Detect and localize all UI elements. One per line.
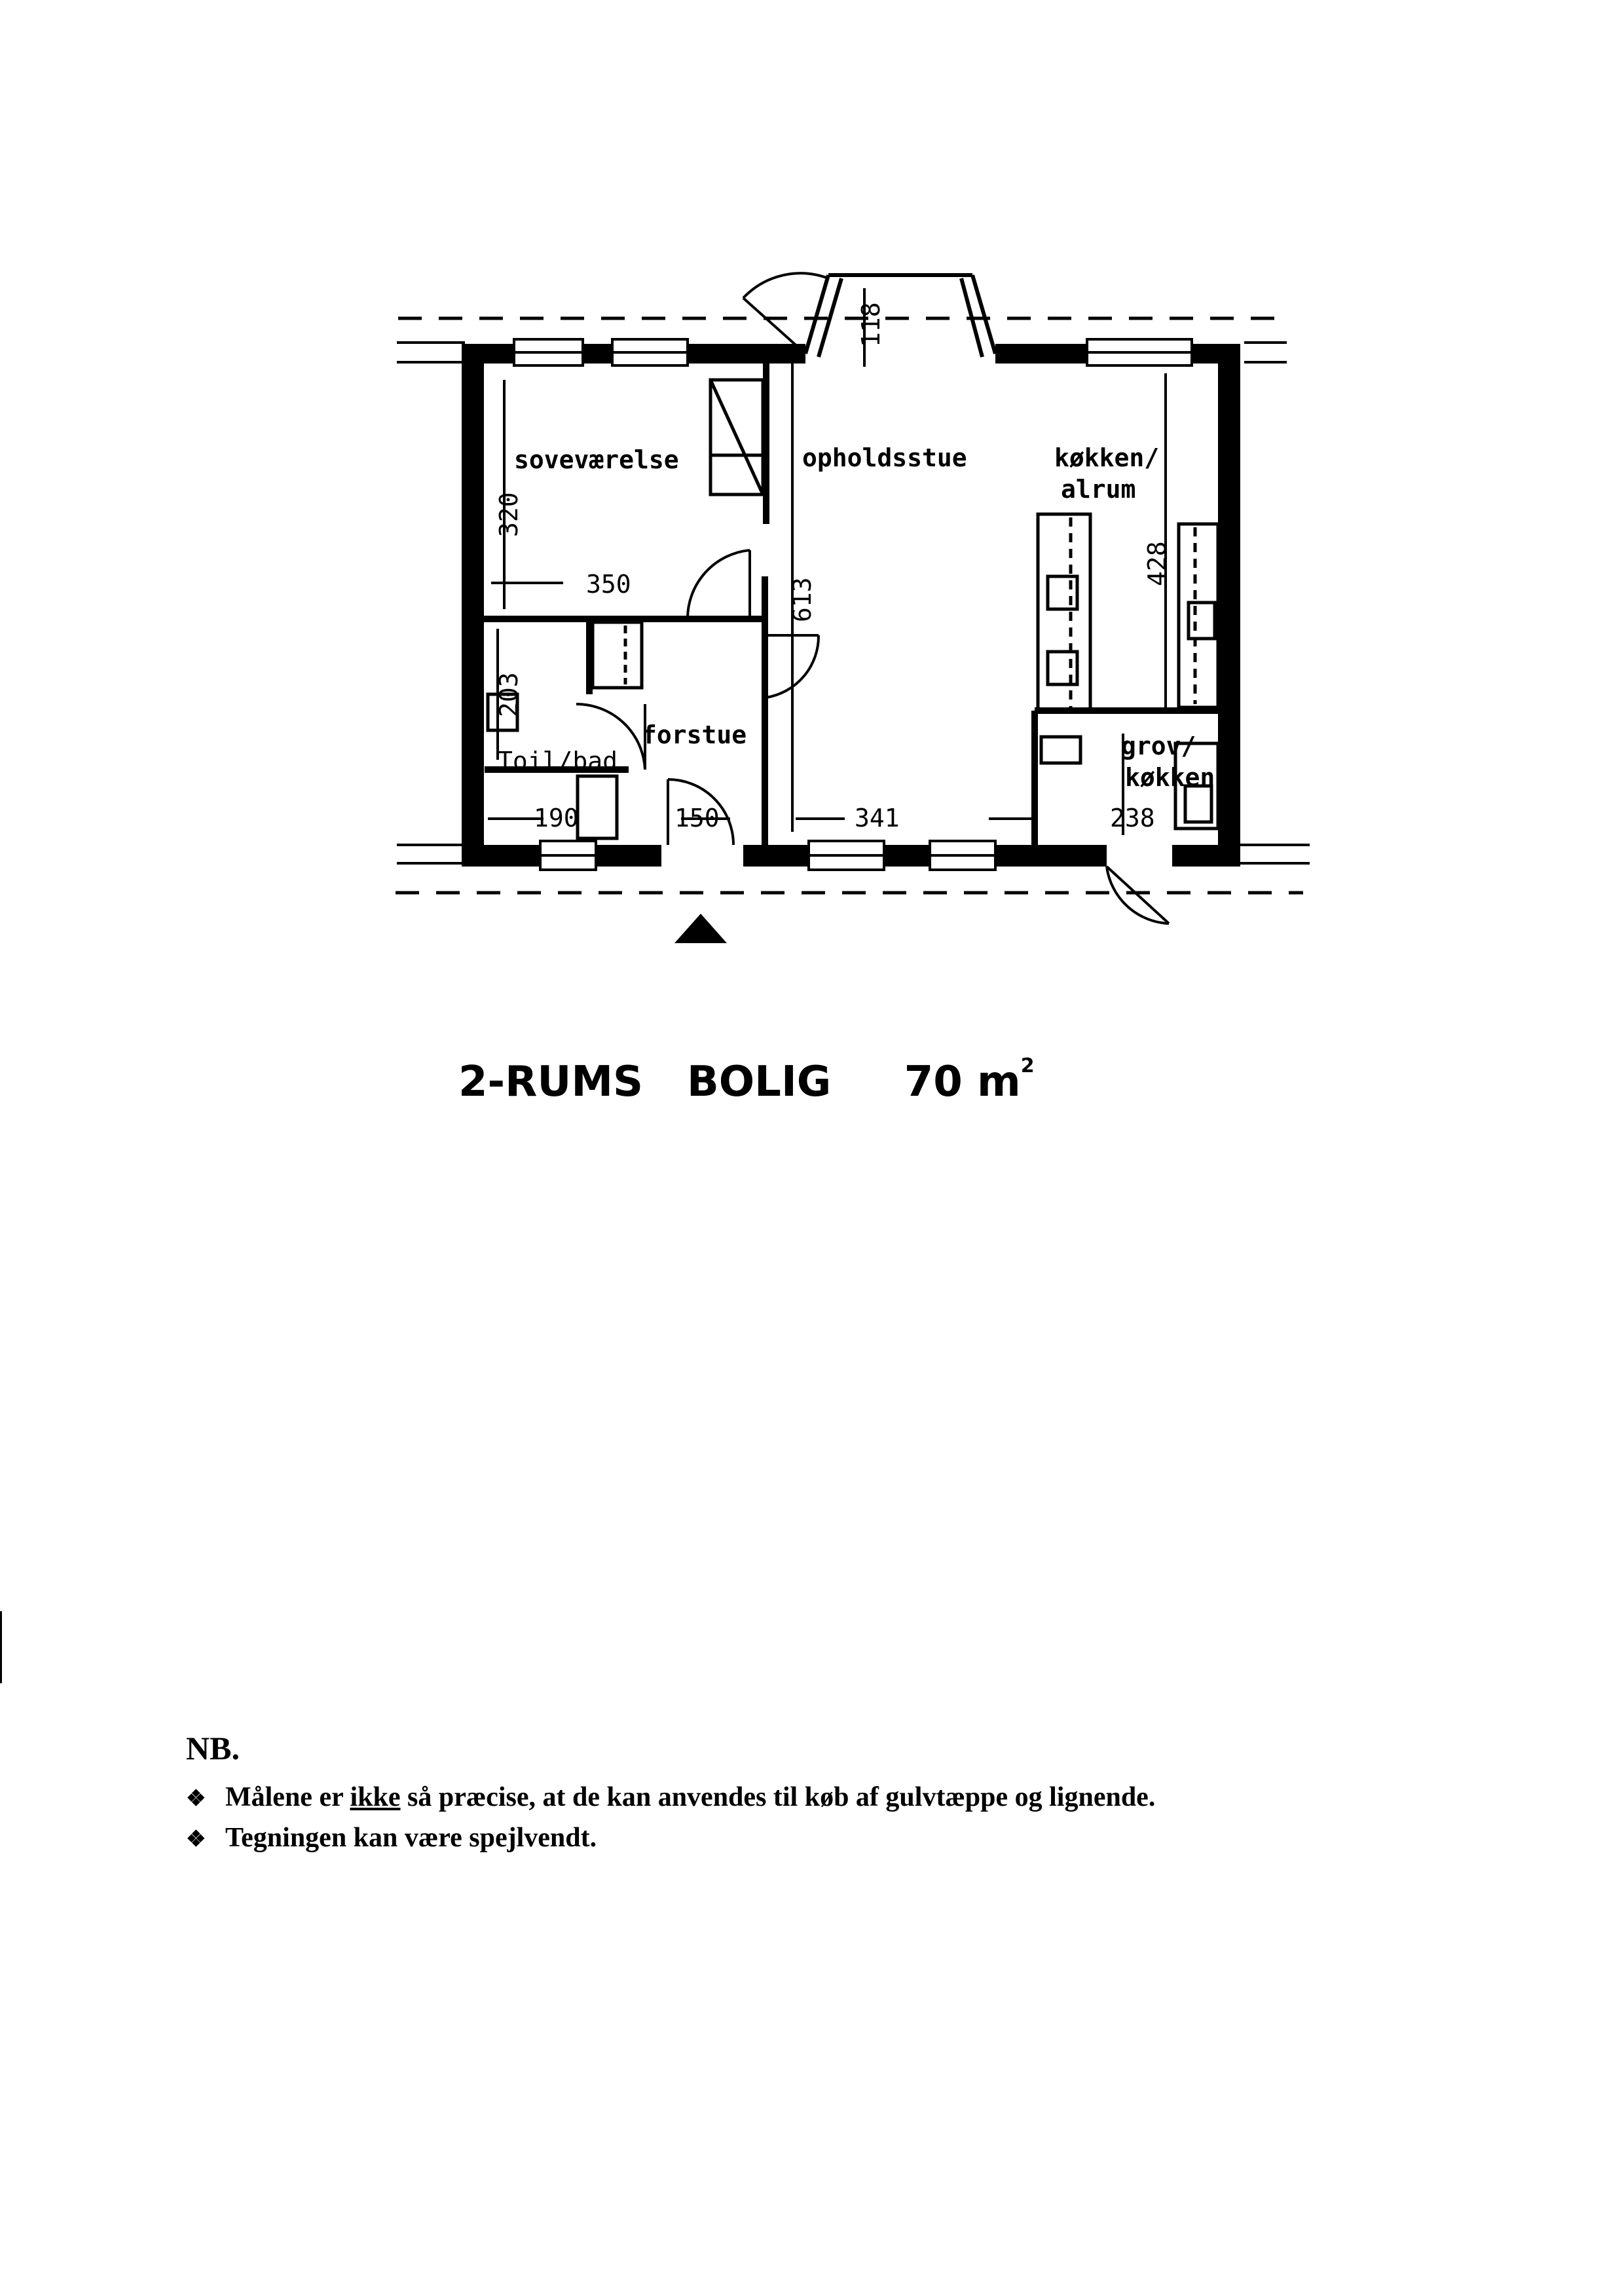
dim-label-bay: 118	[857, 302, 885, 347]
note-line-1-underlined: ikke	[350, 1782, 401, 1812]
bullet-icon: ❖	[186, 1787, 206, 1811]
dashed-boundary-lines	[396, 318, 1303, 893]
entrance-arrow-icon	[674, 914, 727, 943]
notes	[186, 1729, 1155, 1863]
bullet-icon: ❖	[186, 1827, 206, 1852]
room-label-utility-line2: køkken	[1125, 763, 1215, 792]
note-line-1-after: så præcise, at de kan anvendes til køb af gulvtæppe og lignende.	[400, 1782, 1156, 1812]
wardrobe	[710, 380, 763, 494]
notes-heading: NB.	[186, 1730, 240, 1766]
dim-label-kitchen-depth: 428	[1143, 541, 1172, 586]
note-line-1-before: Målene er	[225, 1782, 350, 1812]
dim-label-bed-depth: 320	[494, 492, 523, 537]
plan-title-name: 2-RUMS BOLIG	[458, 1058, 832, 1106]
plan-title-area: 70 m	[904, 1058, 1021, 1106]
room-label-living: opholdsstue	[802, 443, 967, 472]
room-label-bath: Toil/bad	[498, 747, 618, 775]
room-label-kitchen-line1: køkken/	[1054, 443, 1160, 472]
dim-label-utility-width: 238	[1110, 804, 1155, 832]
dim-label-living-depth: 613	[788, 577, 817, 622]
bay-window	[805, 275, 995, 357]
dim-label-bed-width: 350	[586, 570, 631, 599]
note-line-2-text: Tegningen kan være spejlvendt.	[225, 1823, 597, 1853]
plan-title	[458, 1054, 1035, 1106]
dim-label-hall-width: 150	[674, 804, 720, 832]
dim-label-bath-width: 190	[534, 804, 579, 832]
room-label-hall: forstue	[642, 720, 747, 749]
note-line-2	[186, 1822, 1155, 1854]
room-label-utility-line1: grov/	[1121, 732, 1196, 760]
dim-label-bath-depth: 203	[494, 672, 523, 717]
dim-label-living-width: 341	[855, 804, 900, 832]
plan-title-area-sup: 2	[1020, 1054, 1035, 1077]
room-label-bedroom: soveværelse	[514, 445, 679, 474]
note-line-1	[186, 1782, 1155, 1813]
margin-mark	[0, 1611, 2, 1683]
room-label-kitchen-line2: alrum	[1061, 475, 1136, 504]
